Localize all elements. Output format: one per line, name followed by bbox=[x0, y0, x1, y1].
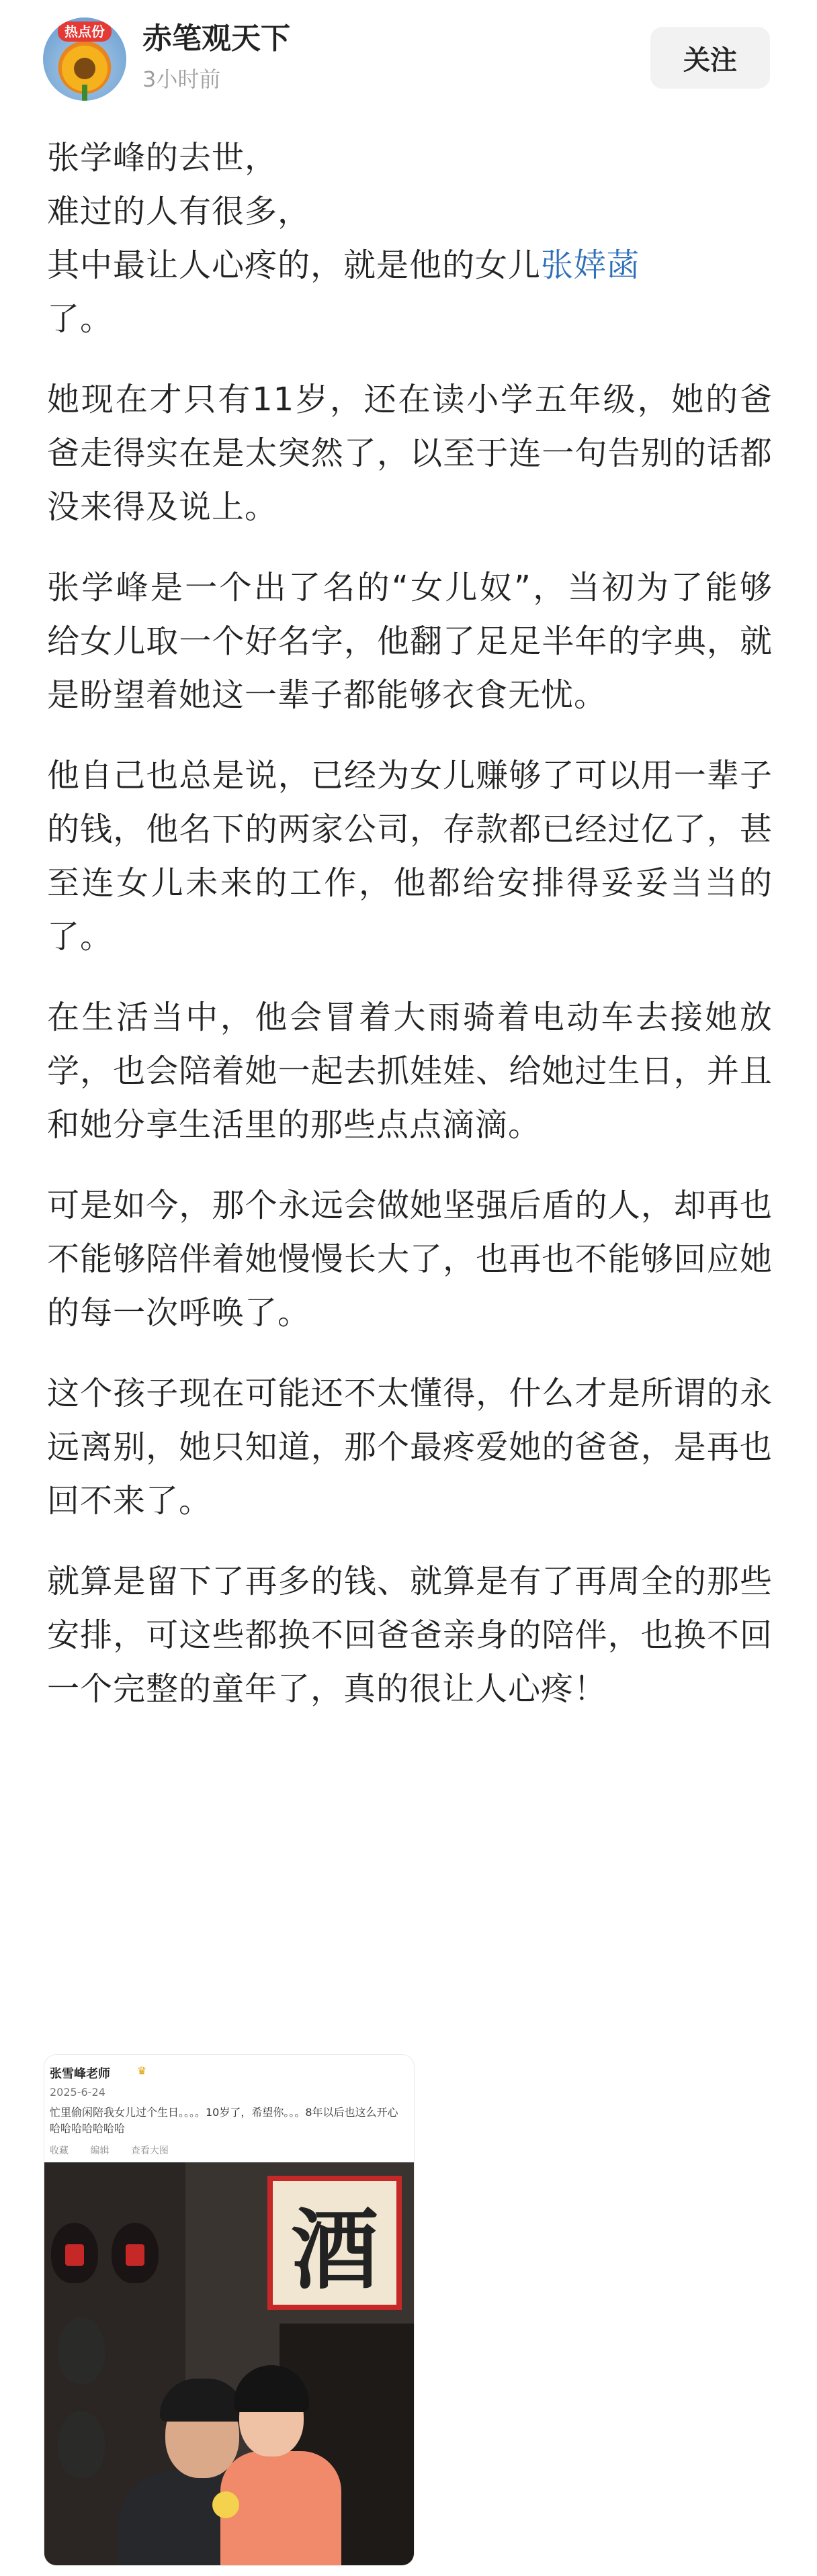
embedded-image[interactable] bbox=[44, 2055, 414, 2565]
embedded-action-favorite: 收藏 bbox=[50, 2146, 69, 2156]
embedded-action-edit: 编辑 bbox=[90, 2146, 110, 2156]
embedded-action-view: 查看大图 bbox=[130, 2146, 169, 2156]
paragraph-6: 可是如今，那个永远会做她坚强后盾的人，却再也不能够陪伴着她慢慢长大了，也再也不能够回应她的每一次呼唤了。 bbox=[47, 1187, 773, 1332]
p1-line-2: 难过的人有很多， bbox=[47, 193, 311, 230]
birthday-photo bbox=[44, 2162, 414, 2565]
wine-jar bbox=[112, 2223, 159, 2283]
wine-banner: 酒 bbox=[267, 2176, 402, 2310]
embedded-post-header bbox=[44, 2055, 414, 2162]
wine-jar bbox=[51, 2223, 98, 2283]
author-name[interactable]: 赤笔观天下 bbox=[142, 21, 290, 56]
paragraph-3: 张学峰是一个出了名的“女儿奴”，当初为了能够给女儿取一个好名字，他翻了足足半年的字典，就是盼望着她这一辈子都能够衣食无忧。 bbox=[47, 569, 773, 714]
author-avatar[interactable] bbox=[43, 17, 126, 101]
article-body bbox=[47, 131, 773, 1716]
embedded-author: 张雪峰老师 bbox=[50, 2067, 110, 2081]
wine-jar bbox=[58, 2317, 105, 2384]
paragraph-8: 就算是留下了再多的钱、就算是有了再周全的那些安排，可这些都换不回爸爸亲身的陪伴，也换不回一个完整的童年了，真的很让人心疼！ bbox=[47, 1563, 773, 1708]
paragraph-5: 在生活当中，他会冒着大雨骑着电动车去接她放学，也会陪着她一起去抓娃娃、给她过生日，并且和她分享生活里的那些点点滴滴。 bbox=[47, 999, 773, 1144]
paragraph-2: 她现在才只有11岁，还在读小学五年级，她的爸爸走得实在是太突然了，以至于连一句告别的话都没来得及说上。 bbox=[47, 381, 773, 526]
embedded-actions bbox=[50, 2144, 187, 2157]
post-time: 3小时前 bbox=[142, 66, 221, 92]
embedded-text: 忙里偷闲陪我女儿过个生日。。。。10岁了，希望你。。。8年以后也这么开心哈哈哈哈哈哈哈 bbox=[50, 2106, 398, 2135]
daughter-name-link[interactable]: 张婞菡 bbox=[541, 246, 640, 284]
p1-line-1: 张学峰的去世， bbox=[47, 139, 278, 177]
paragraph-1 bbox=[47, 131, 773, 346]
p1-line-4: 了。 bbox=[47, 300, 114, 338]
crown-icon: ♛ bbox=[137, 2064, 147, 2077]
post-header bbox=[0, 0, 817, 114]
flower-icon bbox=[212, 2491, 239, 2518]
avatar-badge: 热点份 bbox=[58, 21, 112, 42]
embedded-date: 2025-6-24 bbox=[50, 2086, 105, 2099]
paragraph-7: 这个孩子现在可能还不太懂得，什么才是所谓的永远离别，她只知道，那个最疼爱她的爸爸，是再也回不来了。 bbox=[47, 1375, 773, 1520]
p1-line-3: 其中最让人心疼的，就是他的女儿 bbox=[47, 246, 542, 284]
paragraph-4: 他自己也总是说，已经为女儿赚够了可以用一辈子的钱，他名下的两家公司，存款都已经过亿了，甚至连女儿未来的工作，他都给安排得妥妥当当的了。 bbox=[47, 757, 773, 956]
follow-button[interactable]: 关注 bbox=[650, 27, 770, 89]
wine-jar bbox=[58, 2411, 105, 2478]
